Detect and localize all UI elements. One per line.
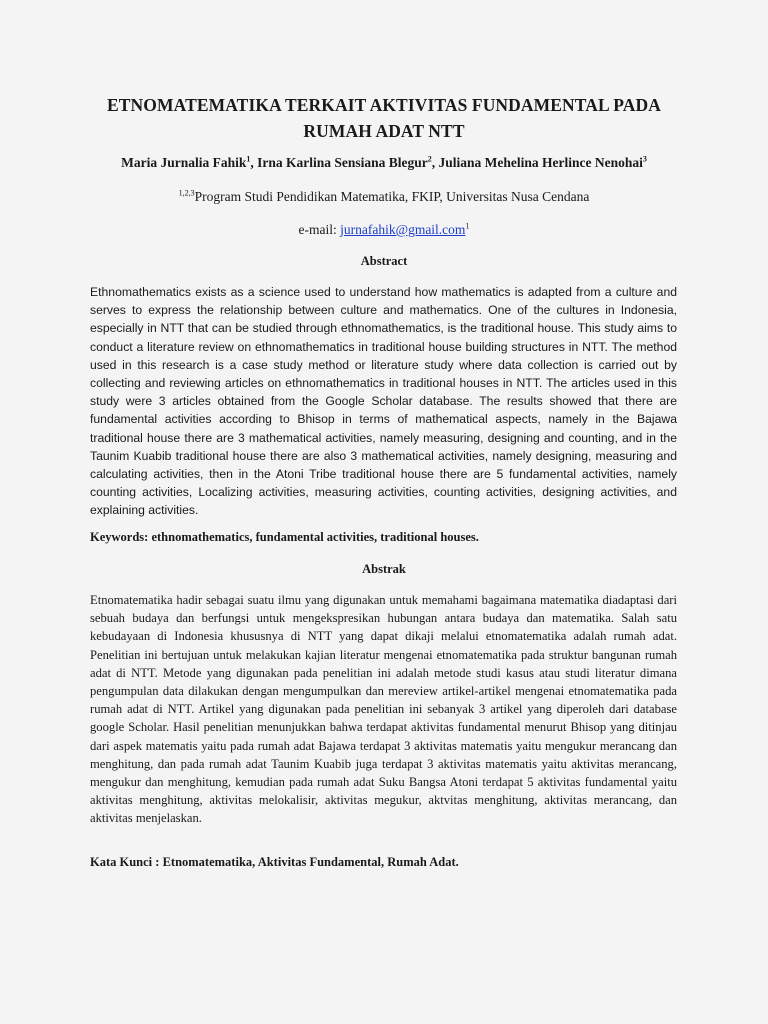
abstract-body: Ethnomathematics exists as a science used to understand how mathematics is adapted from a culture and serves to express the relationship between culture and mathematics. One of the cultures in Indonesia, especially in NTT that can be studied through ethnomathematics, is the traditional house. This study aims to conduct a literature review on ethnomathematics in traditional house building structures in NTT. The method used in this research is a case study method or literature study where data collection is carried out by collecting and reviewing articles on ethnomathematics in traditional houses in NTT. The articles used in this study were 3 articles obtained from the Google Scholar database. The results showed that there are fundamental activities according to Bhisop in terms of mathematical aspects, namely in the Bajawa traditional house there are 3 mathematical activities, namely measuring, designing and counting, and in the Taunim Kuabib traditional house there are also 3 mathematical activities, namely designing, measuring and calculating activities, then in the Atoni Tribe traditional house there are 5 fundamental activities, namely counting activities, Localizing activities, measuring activities, counting activities, designing activities, and explaining activities.: [90, 285, 677, 518]
author-name: Maria Jurnalia Fahik: [121, 155, 247, 170]
email-link[interactable]: jurnafahik@gmail.com: [340, 222, 466, 237]
title-line-1: ETNOMATEMATIKA TERKAIT AKTIVITAS FUNDAMENTAL PADA: [107, 95, 661, 115]
title-line-2: RUMAH ADAT NTT: [303, 121, 465, 141]
author-sup: 1: [246, 154, 251, 164]
abstrak-heading: Abstrak: [362, 562, 406, 576]
kata-kunci: Kata Kunci : Etnomatematika, Aktivitas Fundamental, Rumah Adat.: [90, 855, 459, 869]
paper-title: [60, 92, 708, 144]
author-name: Juliana Mehelina Herlince Nenohai: [438, 155, 643, 170]
affiliation: [40, 189, 728, 205]
keywords: Keywords: ethnomathematics, fundamental activities, traditional houses.: [90, 530, 479, 544]
abstract-heading: Abstract: [360, 254, 408, 268]
author-separator: ,: [250, 155, 258, 170]
affiliation-text: Program Studi Pendidikan Matematika, FKIP, Universitas Nusa Cendana: [194, 189, 590, 204]
author-list: [40, 155, 728, 171]
email-sup: 1: [465, 221, 470, 231]
author-sup: 2: [427, 154, 432, 164]
affiliation-sup: 1,2,3: [178, 188, 195, 198]
email-label: e-mail:: [298, 222, 341, 237]
email-line: [40, 222, 728, 238]
author-separator: ,: [431, 155, 439, 170]
author-name: Irna Karlina Sensiana Blegur: [257, 155, 428, 170]
abstrak-body: Etnomatematika hadir sebagai suatu ilmu yang digunakan untuk memahami bagaimana matematika diadaptasi dari sebuah budaya dan berfungsi untuk mengekspresikan hubungan antara budaya dan matematika. Salah satu kebudayaan di Indonesia khususnya di NTT yang dapat dikaji melalui etnomatematika adalah rumah adat. Penelitian ini bertujuan untuk melakukan kajian literatur mengenai etnomatematika pada struktur bangunan rumah adat di NTT. Metode yang digunakan pada penelitian ini adalah metode studi kasus atau studi literatur dimana pengumpulan data dilakukan dengan mengumpulkan dan mereview artikel-artikel mengenai etnomatematika pada rumah adat di NTT. Artikel yang digunakan pada penelitian ini sebanyak 3 artikel yang diperoleh dari database google Scholar. Hasil penelitian menunjukkan bahwa terdapat aktivitas fundamental menurut Bhisop yang ditinjau dari aspek matematis yaitu pada rumah adat Bajawa terdapat 3 aktivitas matematis yaitu mengukur merancang dan menghitung, dan pada rumah adat Taunim Kuabib juga terdapat 3 aktivitas matematis yaitu aktivitas merancang, mengukur dan menghitung, kemudian pada rumah adat Suku Bangsa Atoni terdapat 5 aktivitas fundamental yaitu aktivitas menghitung, aktivitas melokalisir, aktivitas megukur, aktvitas menghitung, aktivitas merancang, dan aktivitas menjelaskan.: [90, 593, 677, 826]
author-sup: 3: [642, 154, 647, 164]
